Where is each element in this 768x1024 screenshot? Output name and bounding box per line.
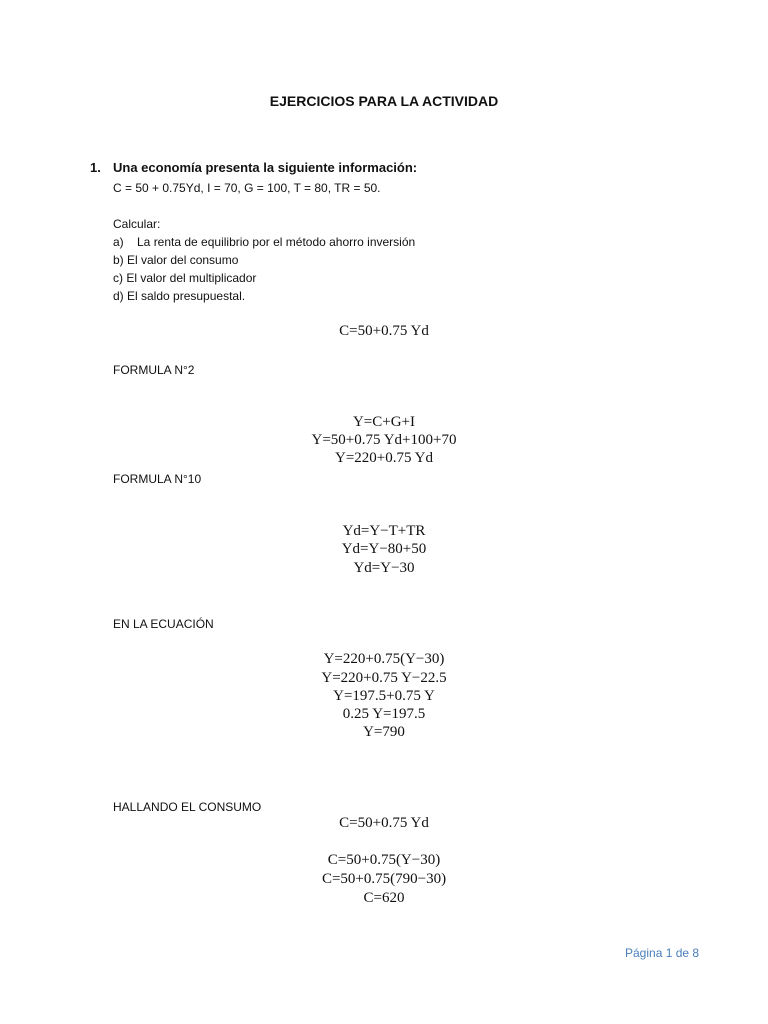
equation-line: 0.25 Y=197.5: [342, 706, 426, 722]
equation-line: Yd=Y−80+50: [341, 541, 427, 557]
formula-2-label: FORMULA N°2: [113, 363, 195, 377]
equation-line: Y=220+0.75 Yd: [334, 450, 434, 466]
equation-line: Yd=Y−T+TR: [342, 523, 426, 539]
question-item-c: c) El valor del multiplicador: [113, 271, 257, 285]
equation-consumption-again: C=50+0.75 Yd: [339, 815, 429, 831]
question-heading: Una economía presenta la siguiente información:: [113, 160, 418, 175]
formula-10-label: FORMULA N°10: [113, 472, 202, 486]
equation-line: C=50+0.75(Y−30): [327, 852, 441, 868]
question-data-line: C = 50 + 0.75Yd, I = 70, G = 100, T = 80, TR = 50.: [113, 181, 381, 195]
calcular-label: Calcular:: [113, 217, 161, 231]
page-number-footer: Página 1 de 8: [625, 946, 700, 960]
en-la-ecuacion-label: EN LA ECUACIÓN: [113, 617, 214, 631]
equation-line: Y=197.5+0.75 Y: [333, 688, 435, 704]
equation-line: Y=220+0.75 Y−22.5: [321, 670, 447, 686]
equation-line: Y=790: [363, 724, 405, 740]
question-number: 1.: [90, 160, 101, 175]
equation-line: C=50+0.75(790−30): [321, 871, 447, 887]
equation-line: Yd=Y−30: [353, 560, 415, 576]
equation-line: Y=220+0.75(Y−30): [323, 651, 445, 667]
hallando-consumo-label: HALLANDO EL CONSUMO: [113, 800, 262, 814]
question-item-b: b) El valor del consumo: [113, 253, 239, 267]
equation-line: Y=50+0.75 Yd+100+70: [311, 432, 457, 448]
equation-consumption: C=50+0.75 Yd: [339, 323, 429, 339]
question-item-d: d) El saldo presupuestal.: [113, 289, 246, 303]
equation-line: C=620: [363, 890, 405, 906]
document-title: EJERCICIOS PARA LA ACTIVIDAD: [269, 93, 499, 109]
question-item-a: a) La renta de equilibrio por el método ahorro inversión: [113, 235, 416, 249]
equation-line: Y=C+G+I: [352, 414, 416, 430]
